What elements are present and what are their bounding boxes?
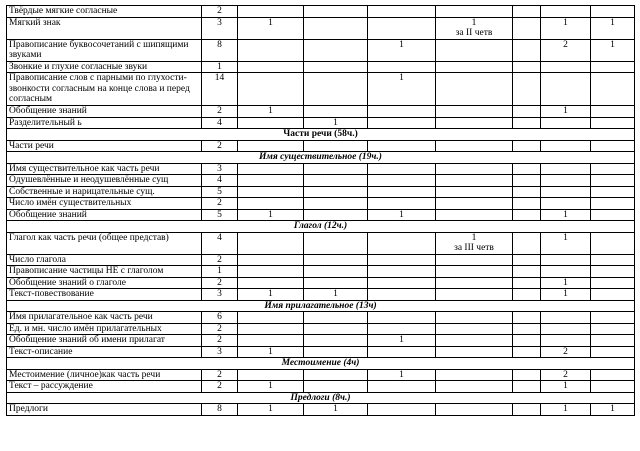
count-cell — [541, 175, 591, 187]
topic-cell: Части речи — [7, 140, 202, 152]
topic-cell: Мягкий знак — [7, 17, 202, 39]
count-cell — [436, 266, 513, 278]
count-cell — [368, 254, 436, 266]
count-cell — [436, 209, 513, 221]
count-cell: 1 — [541, 232, 591, 254]
count-cell — [436, 186, 513, 198]
count-cell — [368, 404, 436, 416]
section-header-row — [7, 152, 635, 164]
count-cell — [513, 404, 541, 416]
hours-cell: 5 — [202, 186, 238, 198]
count-cell — [591, 346, 635, 358]
count-cell — [513, 186, 541, 198]
hours-cell: 14 — [202, 73, 238, 106]
count-cell — [368, 106, 436, 118]
count-cell: 1 — [368, 369, 436, 381]
section-header-row — [7, 300, 635, 312]
table-row — [7, 335, 635, 347]
topic-cell: Имя существительное как часть речи — [7, 163, 202, 175]
count-cell — [238, 163, 304, 175]
topic-cell: Правописание частицы НЕ с глаголом — [7, 266, 202, 278]
count-cell — [368, 117, 436, 129]
count-cell: 1 — [238, 381, 304, 393]
count-cell — [541, 117, 591, 129]
count-cell: 1 — [541, 209, 591, 221]
count-cell: 1 — [541, 277, 591, 289]
count-cell — [591, 209, 635, 221]
count-cell — [436, 312, 513, 324]
count-cell — [368, 186, 436, 198]
count-cell: 2 — [541, 346, 591, 358]
count-cell — [513, 106, 541, 118]
count-cell — [368, 163, 436, 175]
hours-cell: 2 — [202, 335, 238, 347]
count-cell: 1 — [591, 17, 635, 39]
section-header-row — [7, 221, 635, 233]
count-cell — [238, 61, 304, 73]
count-cell: 1 — [304, 289, 368, 301]
count-cell — [304, 232, 368, 254]
topic-cell: Правописание буквосочетаний с шипящими звуками — [7, 39, 202, 61]
count-cell — [436, 73, 513, 106]
table-row — [7, 117, 635, 129]
count-cell — [513, 335, 541, 347]
hours-cell: 5 — [202, 209, 238, 221]
count-cell — [304, 17, 368, 39]
count-cell — [513, 312, 541, 324]
count-cell — [541, 254, 591, 266]
count-cell — [304, 277, 368, 289]
count-cell — [513, 289, 541, 301]
count-cell — [368, 266, 436, 278]
curriculum-table — [6, 5, 635, 416]
table-row — [7, 106, 635, 118]
table-row — [7, 186, 635, 198]
count-cell: 1 — [368, 73, 436, 106]
section-title: Имя прилагательное (13ч) — [7, 300, 635, 312]
count-cell — [513, 39, 541, 61]
count-cell — [591, 335, 635, 347]
count-cell — [436, 6, 513, 18]
count-cell — [436, 106, 513, 118]
count-cell — [368, 6, 436, 18]
count-cell: 1 — [238, 106, 304, 118]
count-cell: 1 — [238, 404, 304, 416]
hours-cell: 1 — [202, 61, 238, 73]
count-cell — [238, 277, 304, 289]
count-cell — [304, 6, 368, 18]
count-cell — [513, 232, 541, 254]
table-row — [7, 404, 635, 416]
count-cell — [304, 186, 368, 198]
table-row — [7, 198, 635, 210]
count-cell — [368, 277, 436, 289]
hours-cell: 2 — [202, 140, 238, 152]
count-cell — [513, 140, 541, 152]
count-cell — [436, 335, 513, 347]
count-cell — [238, 186, 304, 198]
topic-cell: Одушевлённые и неодушевлённые сущ — [7, 175, 202, 187]
topic-cell: Текст – рассуждение — [7, 381, 202, 393]
count-cell — [368, 17, 436, 39]
section-title: Глагол (12ч.) — [7, 221, 635, 233]
count-cell — [436, 39, 513, 61]
section-header-row — [7, 392, 635, 404]
count-cell — [513, 17, 541, 39]
count-cell — [541, 163, 591, 175]
hours-cell: 2 — [202, 381, 238, 393]
table-row — [7, 232, 635, 254]
count-cell — [541, 73, 591, 106]
count-cell — [238, 175, 304, 187]
count-cell — [436, 277, 513, 289]
count-cell: 1 — [541, 106, 591, 118]
count-cell — [238, 140, 304, 152]
count-cell — [591, 289, 635, 301]
count-cell — [541, 312, 591, 324]
count-cell — [591, 232, 635, 254]
term-note: за II четв — [455, 28, 493, 38]
count-value: 1 — [471, 17, 477, 28]
section-header-row — [7, 129, 635, 141]
count-cell — [591, 254, 635, 266]
topic-cell: Имя прилагательное как часть речи — [7, 312, 202, 324]
hours-cell: 2 — [202, 277, 238, 289]
table-row — [7, 209, 635, 221]
count-cell — [368, 140, 436, 152]
count-cell — [238, 198, 304, 210]
count-cell — [304, 266, 368, 278]
count-cell — [591, 163, 635, 175]
table-row — [7, 140, 635, 152]
section-title: Имя существительное (19ч.) — [7, 152, 635, 164]
topic-cell: Местоимение (личное)как часть речи — [7, 369, 202, 381]
count-cell: 1 — [541, 17, 591, 39]
count-cell — [304, 39, 368, 61]
count-cell: 1 — [541, 381, 591, 393]
topic-cell: Текст-повествование — [7, 289, 202, 301]
count-cell — [304, 312, 368, 324]
count-cell — [436, 117, 513, 129]
count-cell — [513, 266, 541, 278]
count-cell — [513, 117, 541, 129]
count-cell: 1 — [368, 39, 436, 61]
count-cell: 1 — [368, 335, 436, 347]
topic-cell: Глагол как часть речи (общее представ) — [7, 232, 202, 254]
count-cell: 1 — [238, 346, 304, 358]
count-cell — [591, 198, 635, 210]
count-cell — [513, 369, 541, 381]
section-title: Предлоги (8ч.) — [7, 392, 635, 404]
table-row — [7, 175, 635, 187]
topic-cell: Обобщение знаний — [7, 106, 202, 118]
table-row — [7, 17, 635, 39]
table-body — [7, 6, 635, 416]
count-cell — [238, 335, 304, 347]
count-cell — [238, 323, 304, 335]
count-cell — [368, 346, 436, 358]
topic-cell: Число имён существительных — [7, 198, 202, 210]
count-cell — [368, 289, 436, 301]
count-cell — [591, 277, 635, 289]
count-cell — [304, 175, 368, 187]
table-row — [7, 381, 635, 393]
hours-cell: 4 — [202, 232, 238, 254]
count-cell — [238, 369, 304, 381]
count-cell — [513, 198, 541, 210]
table-row — [7, 323, 635, 335]
count-cell — [541, 6, 591, 18]
count-cell — [304, 73, 368, 106]
count-cell — [513, 346, 541, 358]
table-row — [7, 346, 635, 358]
topic-cell: Предлоги — [7, 404, 202, 416]
topic-cell: Звонкие и глухие согласные звуки — [7, 61, 202, 73]
table-row — [7, 369, 635, 381]
count-cell — [513, 209, 541, 221]
count-cell: 2 — [541, 39, 591, 61]
count-cell — [304, 381, 368, 393]
hours-cell: 8 — [202, 404, 238, 416]
count-cell — [368, 312, 436, 324]
count-cell — [436, 381, 513, 393]
count-cell — [238, 254, 304, 266]
table-row — [7, 254, 635, 266]
count-cell — [304, 198, 368, 210]
count-cell — [591, 266, 635, 278]
count-cell — [436, 163, 513, 175]
count-cell — [238, 117, 304, 129]
count-cell — [541, 61, 591, 73]
count-cell — [513, 73, 541, 106]
count-cell: 1 — [591, 404, 635, 416]
hours-cell: 3 — [202, 346, 238, 358]
count-cell — [513, 175, 541, 187]
count-cell — [591, 61, 635, 73]
table-row — [7, 277, 635, 289]
count-cell — [436, 61, 513, 73]
count-cell — [436, 17, 513, 39]
topic-cell: Обобщение знаний об имени прилагат — [7, 335, 202, 347]
count-cell — [591, 323, 635, 335]
count-cell — [591, 381, 635, 393]
hours-cell: 4 — [202, 175, 238, 187]
table-row — [7, 312, 635, 324]
count-cell — [513, 61, 541, 73]
term-note: за III четв — [454, 243, 494, 253]
count-cell — [368, 175, 436, 187]
count-cell: 1 — [238, 209, 304, 221]
count-cell — [238, 6, 304, 18]
count-cell: 1 — [238, 289, 304, 301]
hours-cell: 3 — [202, 163, 238, 175]
hours-cell: 8 — [202, 39, 238, 61]
count-cell: 1 — [304, 117, 368, 129]
curriculum-page — [6, 5, 634, 416]
count-cell — [304, 323, 368, 335]
count-cell — [304, 335, 368, 347]
count-cell — [238, 73, 304, 106]
count-cell: 1 — [591, 39, 635, 61]
count-cell: 1 — [368, 209, 436, 221]
hours-cell: 2 — [202, 254, 238, 266]
count-cell — [513, 6, 541, 18]
hours-cell: 2 — [202, 6, 238, 18]
hours-cell: 6 — [202, 312, 238, 324]
count-cell — [591, 369, 635, 381]
topic-cell: Твёрдые мягкие согласные — [7, 6, 202, 18]
count-cell — [436, 232, 513, 254]
count-cell — [436, 254, 513, 266]
count-cell — [541, 335, 591, 347]
hours-cell: 2 — [202, 369, 238, 381]
count-cell — [304, 254, 368, 266]
count-cell — [238, 39, 304, 61]
topic-cell: Обобщение знаний о глаголе — [7, 277, 202, 289]
hours-cell: 1 — [202, 266, 238, 278]
count-cell — [513, 277, 541, 289]
count-cell — [541, 186, 591, 198]
count-cell — [513, 254, 541, 266]
count-cell — [436, 369, 513, 381]
count-cell — [238, 232, 304, 254]
section-title: Части речи (58ч.) — [7, 129, 635, 141]
table-row — [7, 289, 635, 301]
section-header-row — [7, 358, 635, 370]
count-cell — [541, 323, 591, 335]
count-cell — [436, 140, 513, 152]
count-cell — [591, 312, 635, 324]
count-cell — [368, 381, 436, 393]
hours-cell: 4 — [202, 117, 238, 129]
count-cell — [238, 266, 304, 278]
topic-cell: Число глагола — [7, 254, 202, 266]
count-cell — [368, 61, 436, 73]
count-cell — [304, 369, 368, 381]
count-cell — [513, 323, 541, 335]
count-cell: 1 — [541, 404, 591, 416]
table-row — [7, 266, 635, 278]
count-value: 1 — [471, 232, 477, 243]
hours-cell: 2 — [202, 106, 238, 118]
count-cell — [591, 73, 635, 106]
section-title: Местоимение (4ч) — [7, 358, 635, 370]
topic-cell: Ед. и мн. число имён прилагательных — [7, 323, 202, 335]
count-cell — [436, 323, 513, 335]
count-cell — [304, 163, 368, 175]
count-cell — [541, 198, 591, 210]
count-cell — [238, 312, 304, 324]
count-cell — [541, 140, 591, 152]
hours-cell: 2 — [202, 198, 238, 210]
count-cell — [591, 186, 635, 198]
count-cell: 1 — [541, 289, 591, 301]
count-cell — [436, 346, 513, 358]
count-cell — [591, 6, 635, 18]
count-cell — [591, 140, 635, 152]
count-cell — [436, 198, 513, 210]
count-cell — [368, 323, 436, 335]
table-row — [7, 6, 635, 18]
count-cell — [304, 106, 368, 118]
table-row — [7, 39, 635, 61]
hours-cell: 3 — [202, 17, 238, 39]
count-cell — [368, 232, 436, 254]
count-cell: 1 — [238, 17, 304, 39]
count-cell — [436, 289, 513, 301]
count-cell — [591, 106, 635, 118]
hours-cell: 2 — [202, 323, 238, 335]
topic-cell: Правописание слов с парными по глухости-звонкости согласным на конце слова и перед согласным — [7, 73, 202, 106]
count-cell — [513, 163, 541, 175]
count-cell — [304, 61, 368, 73]
hours-cell: 3 — [202, 289, 238, 301]
table-row — [7, 61, 635, 73]
count-cell — [304, 140, 368, 152]
topic-cell: Обобщение знаний — [7, 209, 202, 221]
count-cell — [591, 117, 635, 129]
topic-cell: Собственные и нарицательные сущ. — [7, 186, 202, 198]
count-cell — [436, 175, 513, 187]
count-cell — [368, 198, 436, 210]
table-row — [7, 163, 635, 175]
count-cell — [591, 175, 635, 187]
table-row — [7, 73, 635, 106]
topic-cell: Разделительный ь — [7, 117, 202, 129]
count-cell: 2 — [541, 369, 591, 381]
topic-cell: Текст-описание — [7, 346, 202, 358]
count-cell: 1 — [304, 404, 368, 416]
count-cell — [513, 381, 541, 393]
count-cell — [436, 404, 513, 416]
count-cell — [541, 266, 591, 278]
count-cell — [304, 346, 368, 358]
count-cell — [304, 209, 368, 221]
